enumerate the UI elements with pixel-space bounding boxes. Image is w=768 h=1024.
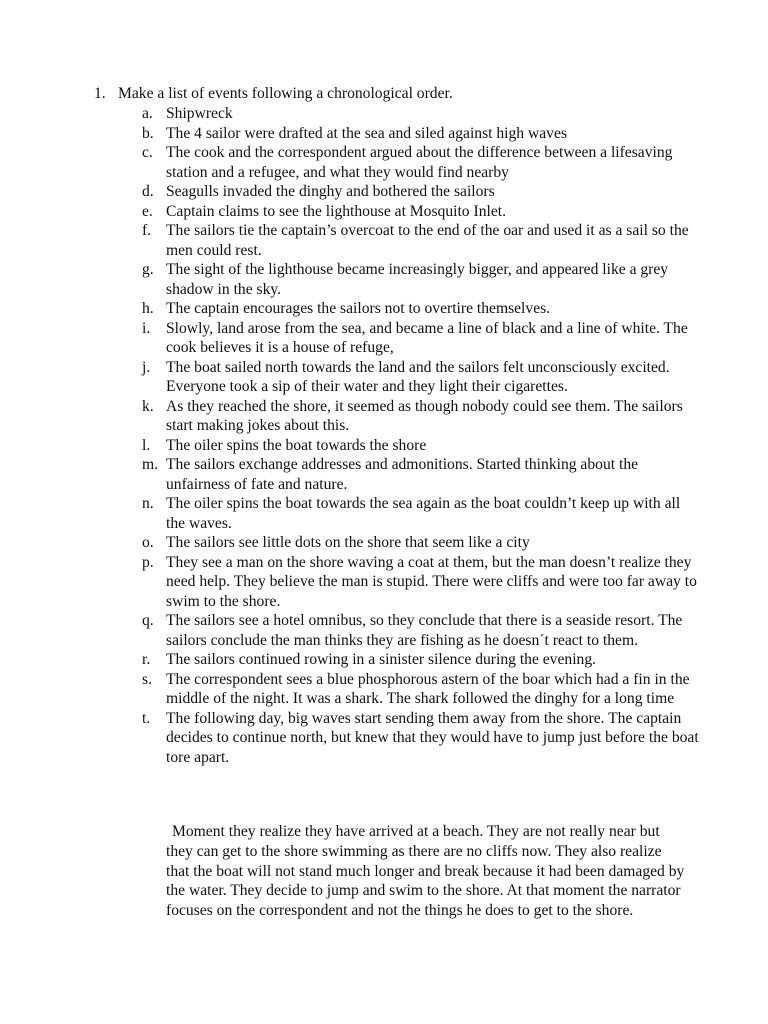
list-item-text: The sailors continued rowing in a sinister silence during the evening.: [166, 651, 597, 668]
list-item-text: The sailors see a hotel omnibus, so they conclude that there is a seaside resort. The sailors conclude the man thinks they are fishing as he doesn´t react to them.: [166, 612, 683, 649]
list-item-text: Captain claims to see the lighthouse at Mosquito Inlet.: [166, 202, 506, 220]
list-item-text: Seagulls invaded the dinghy and bothered the sailors: [166, 183, 495, 200]
question-text: Make a list of events following a chronological order.: [118, 85, 453, 102]
list-item-marker: q.: [142, 612, 154, 629]
list-item-text: The correspondent sees a blue phosphorous astern of the boar which had a fin in the middle of the night. It was a shark. The shark followed the dinghy for a long time: [166, 670, 690, 707]
list-item-marker: p.: [142, 553, 154, 571]
list-item: [142, 533, 702, 553]
list-item: [142, 143, 702, 182]
list-item-text: Slowly, land arose from the sea, and became a line of black and a line of white. The cook believes it is a house of refuge,: [166, 319, 688, 356]
list-item-text: They see a man on the shore waving a coat at them, but the man doesn’t realize they need help. They believe the man is stupid. There were cliffs and were too far away to swim to the shore.: [166, 553, 697, 610]
list-item: [142, 553, 702, 612]
list-item: [142, 397, 702, 436]
list-item-text: The oiler spins the boat towards the sea again as the boat couldn’t keep up with all the waves.: [166, 495, 681, 532]
list-item-marker: j.: [142, 358, 151, 376]
list-item: [142, 299, 702, 319]
list-item-marker: b.: [142, 124, 154, 142]
list-item-text: Shipwreck: [166, 105, 233, 122]
list-item-marker: l.: [142, 436, 151, 454]
list-item-text: The boat sailed north towards the land and the sailors felt unconsciously excited. Everyone took a sip of their water and they light their cigarettes.: [166, 358, 670, 395]
list-item: [142, 650, 702, 670]
list-item-marker: e.: [142, 202, 153, 220]
event-list: [142, 104, 702, 767]
list-item-text: The following day, big waves start sending them away from the shore. The captain decides to continue north, but knew that they would have to jump just before the boat tore apart.: [166, 709, 699, 766]
closing-paragraph: Moment they realize they have arrived at a beach. They are not really near but they can get to the shore swimming as there are no cliffs now. They also realize that the boat will not stand much longer and break because it had been damaged by the water. They decide to jump and swim to the shore. At that moment the narrator focuses on the correspondent and not the things he does to get to the shore.: [166, 823, 685, 920]
list-item: [142, 455, 702, 494]
question-heading: [94, 84, 714, 104]
list-item-text: The sailors tie the captain’s overcoat to the end of the oar and used it as a sail so the men could rest.: [166, 222, 689, 259]
list-item-marker: d.: [142, 183, 154, 200]
question-number: 1.: [94, 85, 106, 102]
list-item: [142, 319, 702, 358]
list-item: [142, 124, 702, 144]
list-item: [142, 182, 702, 202]
list-item-text: The sailors exchange addresses and admonitions. Started thinking about the unfairness of fate and nature.: [166, 456, 639, 493]
list-item-marker: k.: [142, 397, 154, 415]
list-item-text: The 4 sailor were drafted at the sea and siled against high waves: [166, 124, 567, 142]
list-item: [142, 709, 702, 768]
list-item: [142, 260, 702, 299]
list-item: [142, 436, 702, 456]
list-item-text: The oiler spins the boat towards the shore: [166, 436, 427, 454]
list-item-text: The sight of the lighthouse became increasingly bigger, and appeared like a grey shadow in the sky.: [166, 261, 669, 298]
list-item: [142, 494, 702, 533]
list-item: [142, 202, 702, 222]
list-item-text: The cook and the correspondent argued about the difference between a lifesaving station and a refugee, and what they would find nearby: [166, 144, 673, 181]
list-item-marker: c.: [142, 144, 153, 161]
list-item-marker: h.: [142, 300, 154, 317]
list-item-marker: f.: [142, 222, 152, 239]
list-item-marker: o.: [142, 534, 154, 551]
list-item: [142, 221, 702, 260]
list-item-marker: i.: [142, 319, 151, 337]
list-item: [142, 104, 702, 124]
list-item-text: The sailors see little dots on the shore that seem like a city: [166, 534, 530, 551]
list-item-text: As they reached the shore, it seemed as though nobody could see them. The sailors start making jokes about this.: [166, 397, 683, 434]
list-item-marker: m.: [142, 456, 159, 473]
list-item-marker: s.: [142, 670, 152, 688]
list-item-marker: r.: [142, 651, 151, 668]
list-item-marker: t.: [142, 709, 151, 727]
list-item: [142, 611, 702, 650]
list-item: [142, 358, 702, 397]
list-item-marker: a.: [142, 105, 153, 122]
list-item-marker: g.: [142, 261, 154, 278]
list-item: [142, 670, 702, 709]
list-item-text: The captain encourages the sailors not to overtire themselves.: [166, 300, 551, 317]
list-item-marker: n.: [142, 495, 154, 512]
